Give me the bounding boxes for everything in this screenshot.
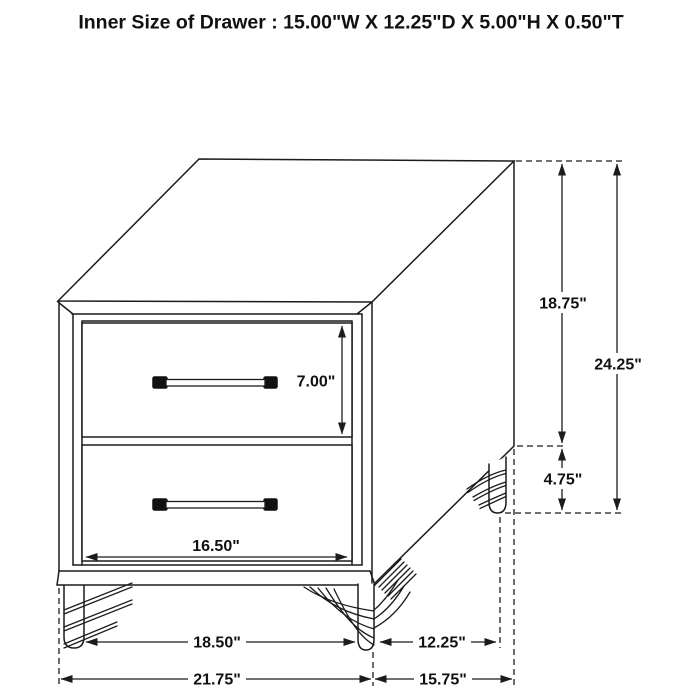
side-skirt-hatch [374,559,416,628]
dim-front-leg-spacing [86,631,355,652]
dim-upper-height-label: 18.75" [539,295,587,313]
dim-side-leg-spacing-label: 12.25" [418,634,466,652]
drawing-title: Inner Size of Drawer : 15.00"W X 12.25"D X 5.00"H X 0.50"T [78,11,624,34]
dim-drawer-face-width-label: 16.50" [192,538,240,555]
dim-total-height [589,164,647,510]
dim-drawer-front-height-label: 7.00" [296,373,336,391]
dim-overall-width [61,668,371,689]
dim-leg-height [538,449,588,510]
dim-upper-height [534,164,592,443]
dim-overall-width-label: 21.75" [193,671,241,689]
front-left-leg [64,586,84,648]
nightstand-drawing [57,159,514,650]
dim-front-leg-spacing-label: 18.50" [193,634,241,652]
nightstand-top [58,159,514,302]
dim-overall-depth [375,668,512,689]
dim-leg-height-label: 4.75" [543,471,583,489]
dim-overall-depth-label: 15.75" [419,671,467,689]
dim-side-leg-spacing [380,631,496,652]
dim-total-height-label: 24.25" [594,356,642,374]
